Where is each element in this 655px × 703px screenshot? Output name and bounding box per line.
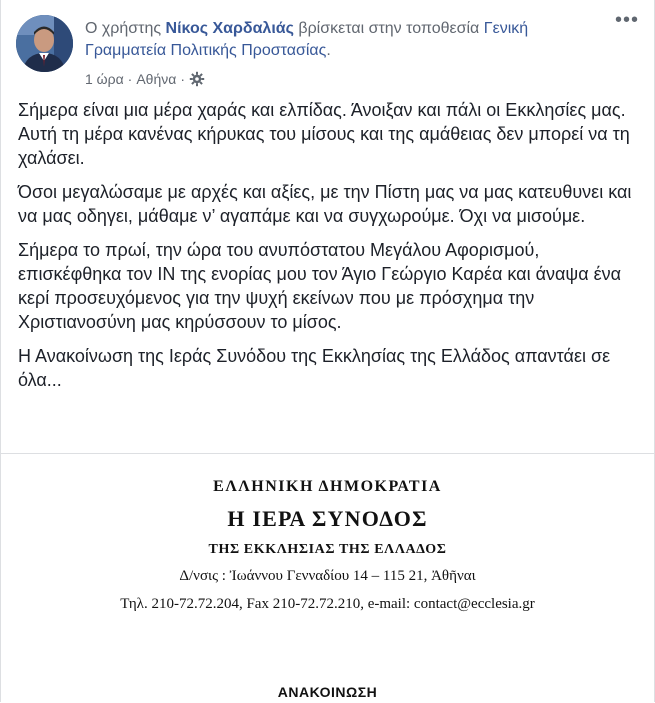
document-contact: Τηλ. 210-72.72.204, Fax 210-72.72.210, e-mail: contact@ecclesia.gr — [120, 596, 535, 612]
post-body — [18, 98, 638, 402]
document-heading: ΑΝΑΚΟΙΝΩΣΗ — [277, 684, 378, 700]
post-paragraph-4: Η Ανακοίνωση της Ιεράς Συνόδου της Εκκλησίας της Ελλάδος απαντάει σε όλα... — [18, 346, 611, 390]
post-paragraph-3: Σήμερα το πρωί, την ώρα του ανυπόστατου Μεγάλου Αφορισμού, επισκέφθηκα τον ΙΝ της ενορίας μου τον Άγιο Γεώργιο Καρέα και άναψα ένα κερί προσευχόμενος για την ψυχή εκείνων που με πρόσχημα την Χριστιανοσύνη μας κηρύσσουν το μίσος. — [18, 240, 622, 332]
post-header — [85, 18, 605, 62]
avatar[interactable] — [16, 15, 73, 72]
document-line-republic: ΕΛΛΗΝΙΚΗ ΔΗΜΟΚΡΑΤΙΑ — [213, 478, 442, 495]
profile-photo — [16, 15, 73, 72]
meta-separator-2: · — [180, 71, 186, 87]
post-paragraph-2: Όσοι μεγαλώσαμε με αρχές και αξίες, με την Πίστη μας να μας κατευθυνει και να μας οδηγει, μάθαμε ν’ αγαπάμε και να συγχωρούμε. Όχι να μισούμε. — [18, 182, 632, 226]
header-suffix: . — [326, 42, 331, 59]
document-line-church: ΤΗΣ ΕΚΚΛΗΣΙΑΣ ΤΗΣ ΕΛΛΑΔΟΣ — [208, 542, 447, 557]
location-link[interactable]: Γενική Γραμματεία Πολιτικής Προστασίας — [85, 20, 529, 59]
header-prefix: Ο χρήστης — [85, 20, 166, 37]
header-middle: βρίσκεται στην τοποθεσία — [293, 20, 484, 37]
gear-icon[interactable] — [189, 71, 205, 87]
city-label: Αθήνα — [136, 71, 177, 87]
more-options-icon[interactable]: ••• — [614, 9, 639, 31]
post-meta — [85, 71, 205, 87]
post-paragraph-1: Σήμερα είναι μια μέρα χαράς και ελπίδας. Άνοιξαν και πάλι οι Εκκλησίες μας. Αυτή τη μέρα κανένας κήρυκας του μίσους και της αμάθειας δεν μπορεί να τη χαλάσει. — [18, 100, 630, 168]
document-address: Δ/νσις : Ἰωάννου Γενναδίου 14 – 115 21, Ἀθῆναι — [179, 568, 476, 584]
document-line-synod: Η ΙΕΡΑ ΣΥΝΟΔΟΣ — [227, 506, 428, 531]
timestamp-link[interactable]: 1 ώρα — [85, 71, 124, 87]
author-name-link[interactable]: Νίκος Χαρδαλιάς — [165, 20, 294, 37]
attached-document-image[interactable] — [1, 453, 654, 703]
meta-separator: · — [127, 71, 133, 87]
